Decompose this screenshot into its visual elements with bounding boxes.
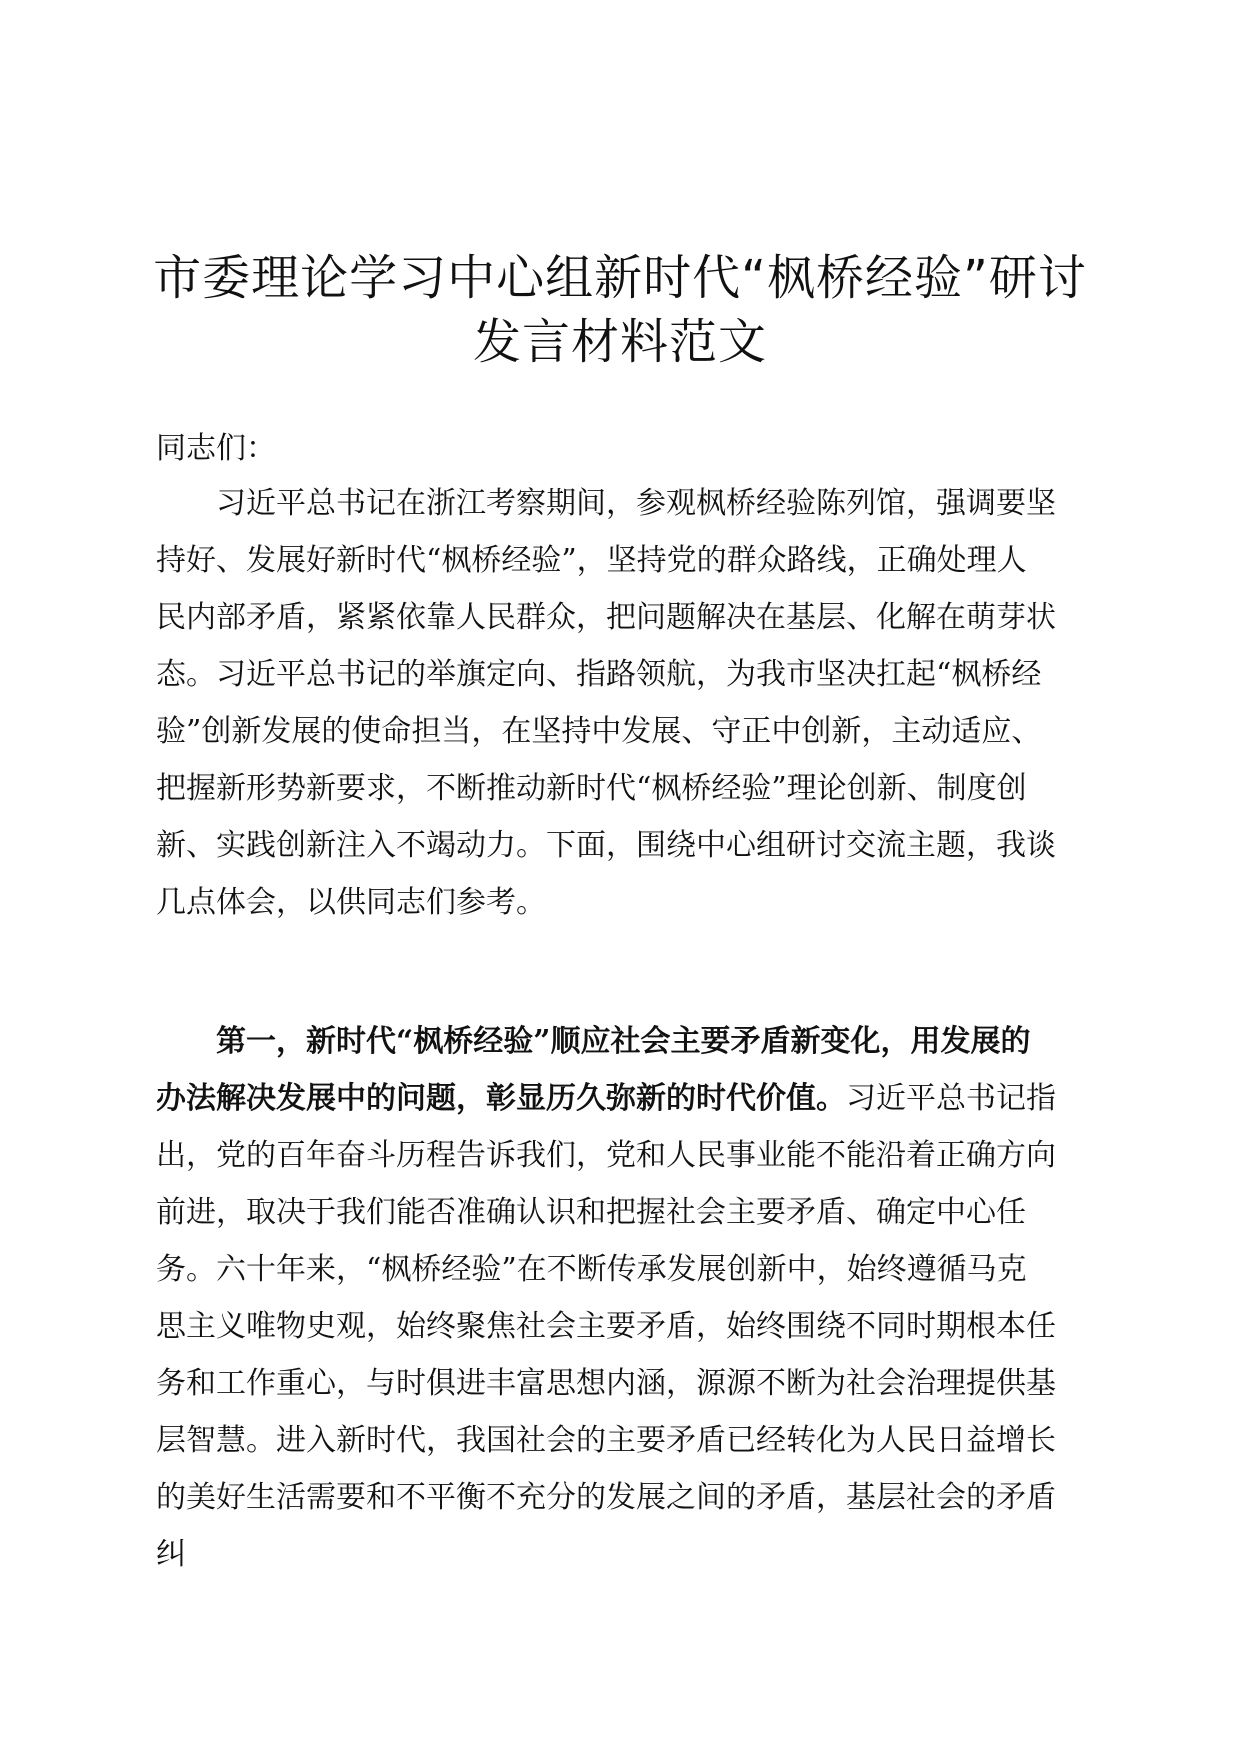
document-title [100, 246, 1140, 374]
paragraph-2 [156, 1013, 1056, 1583]
salutation: 同志们： [156, 431, 276, 466]
title-line-1: 市委理论学习中心组新时代“枫桥经验”研讨 [153, 250, 1087, 306]
paragraph-2-heading: 第一，新时代“枫桥经验”顺应社会主要矛盾新变化，用发展的办法解决发展中的问题，彰显历久弥新的时代价值。 [156, 1024, 1031, 1116]
paragraph-1: 习近平总书记在浙江考察期间，参观枫桥经验陈列馆，强调要坚持好、发展好新时代“枫桥经验”，坚持党的群众路线，正确处理人民内部矛盾，紧紧依靠人民群众，把问题解决在基层、化解在萌芽状态。习近平总书记的举旗定向、指路领航，为我市坚决扛起“枫桥经验”创新发展的使命担当，在坚持中发展、守正中创新，主动适应、把握新形势新要求，不断推动新时代“枫桥经验”理论创新、制度创新、实践创新注入不竭动力。下面，围绕中心组研讨交流主题，我谈几点体会，以供同志们参考。 [156, 486, 1056, 920]
paragraph-2-body: 习近平总书记指出，党的百年奋斗历程告诉我们，党和人民事业能不能沿着正确方向前进，取决于我们能否准确认识和把握社会主要矛盾、确定中心任务。六十年来，“枫桥经验”在不断传承发展创新中，始终遵循马克思主义唯物史观，始终聚焦社会主要矛盾，始终围绕不同时期根本任务和工作重心，与时俱进丰富思想内涵，源源不断为社会治理提供基层智慧。进入新时代，我国社会的主要矛盾已经转化为人民日益增长的美好生活需要和不平衡不充分的发展之间的矛盾，基层社会的矛盾纠 [156, 1081, 1056, 1572]
title-line-2: 发言材料范文 [472, 314, 767, 370]
